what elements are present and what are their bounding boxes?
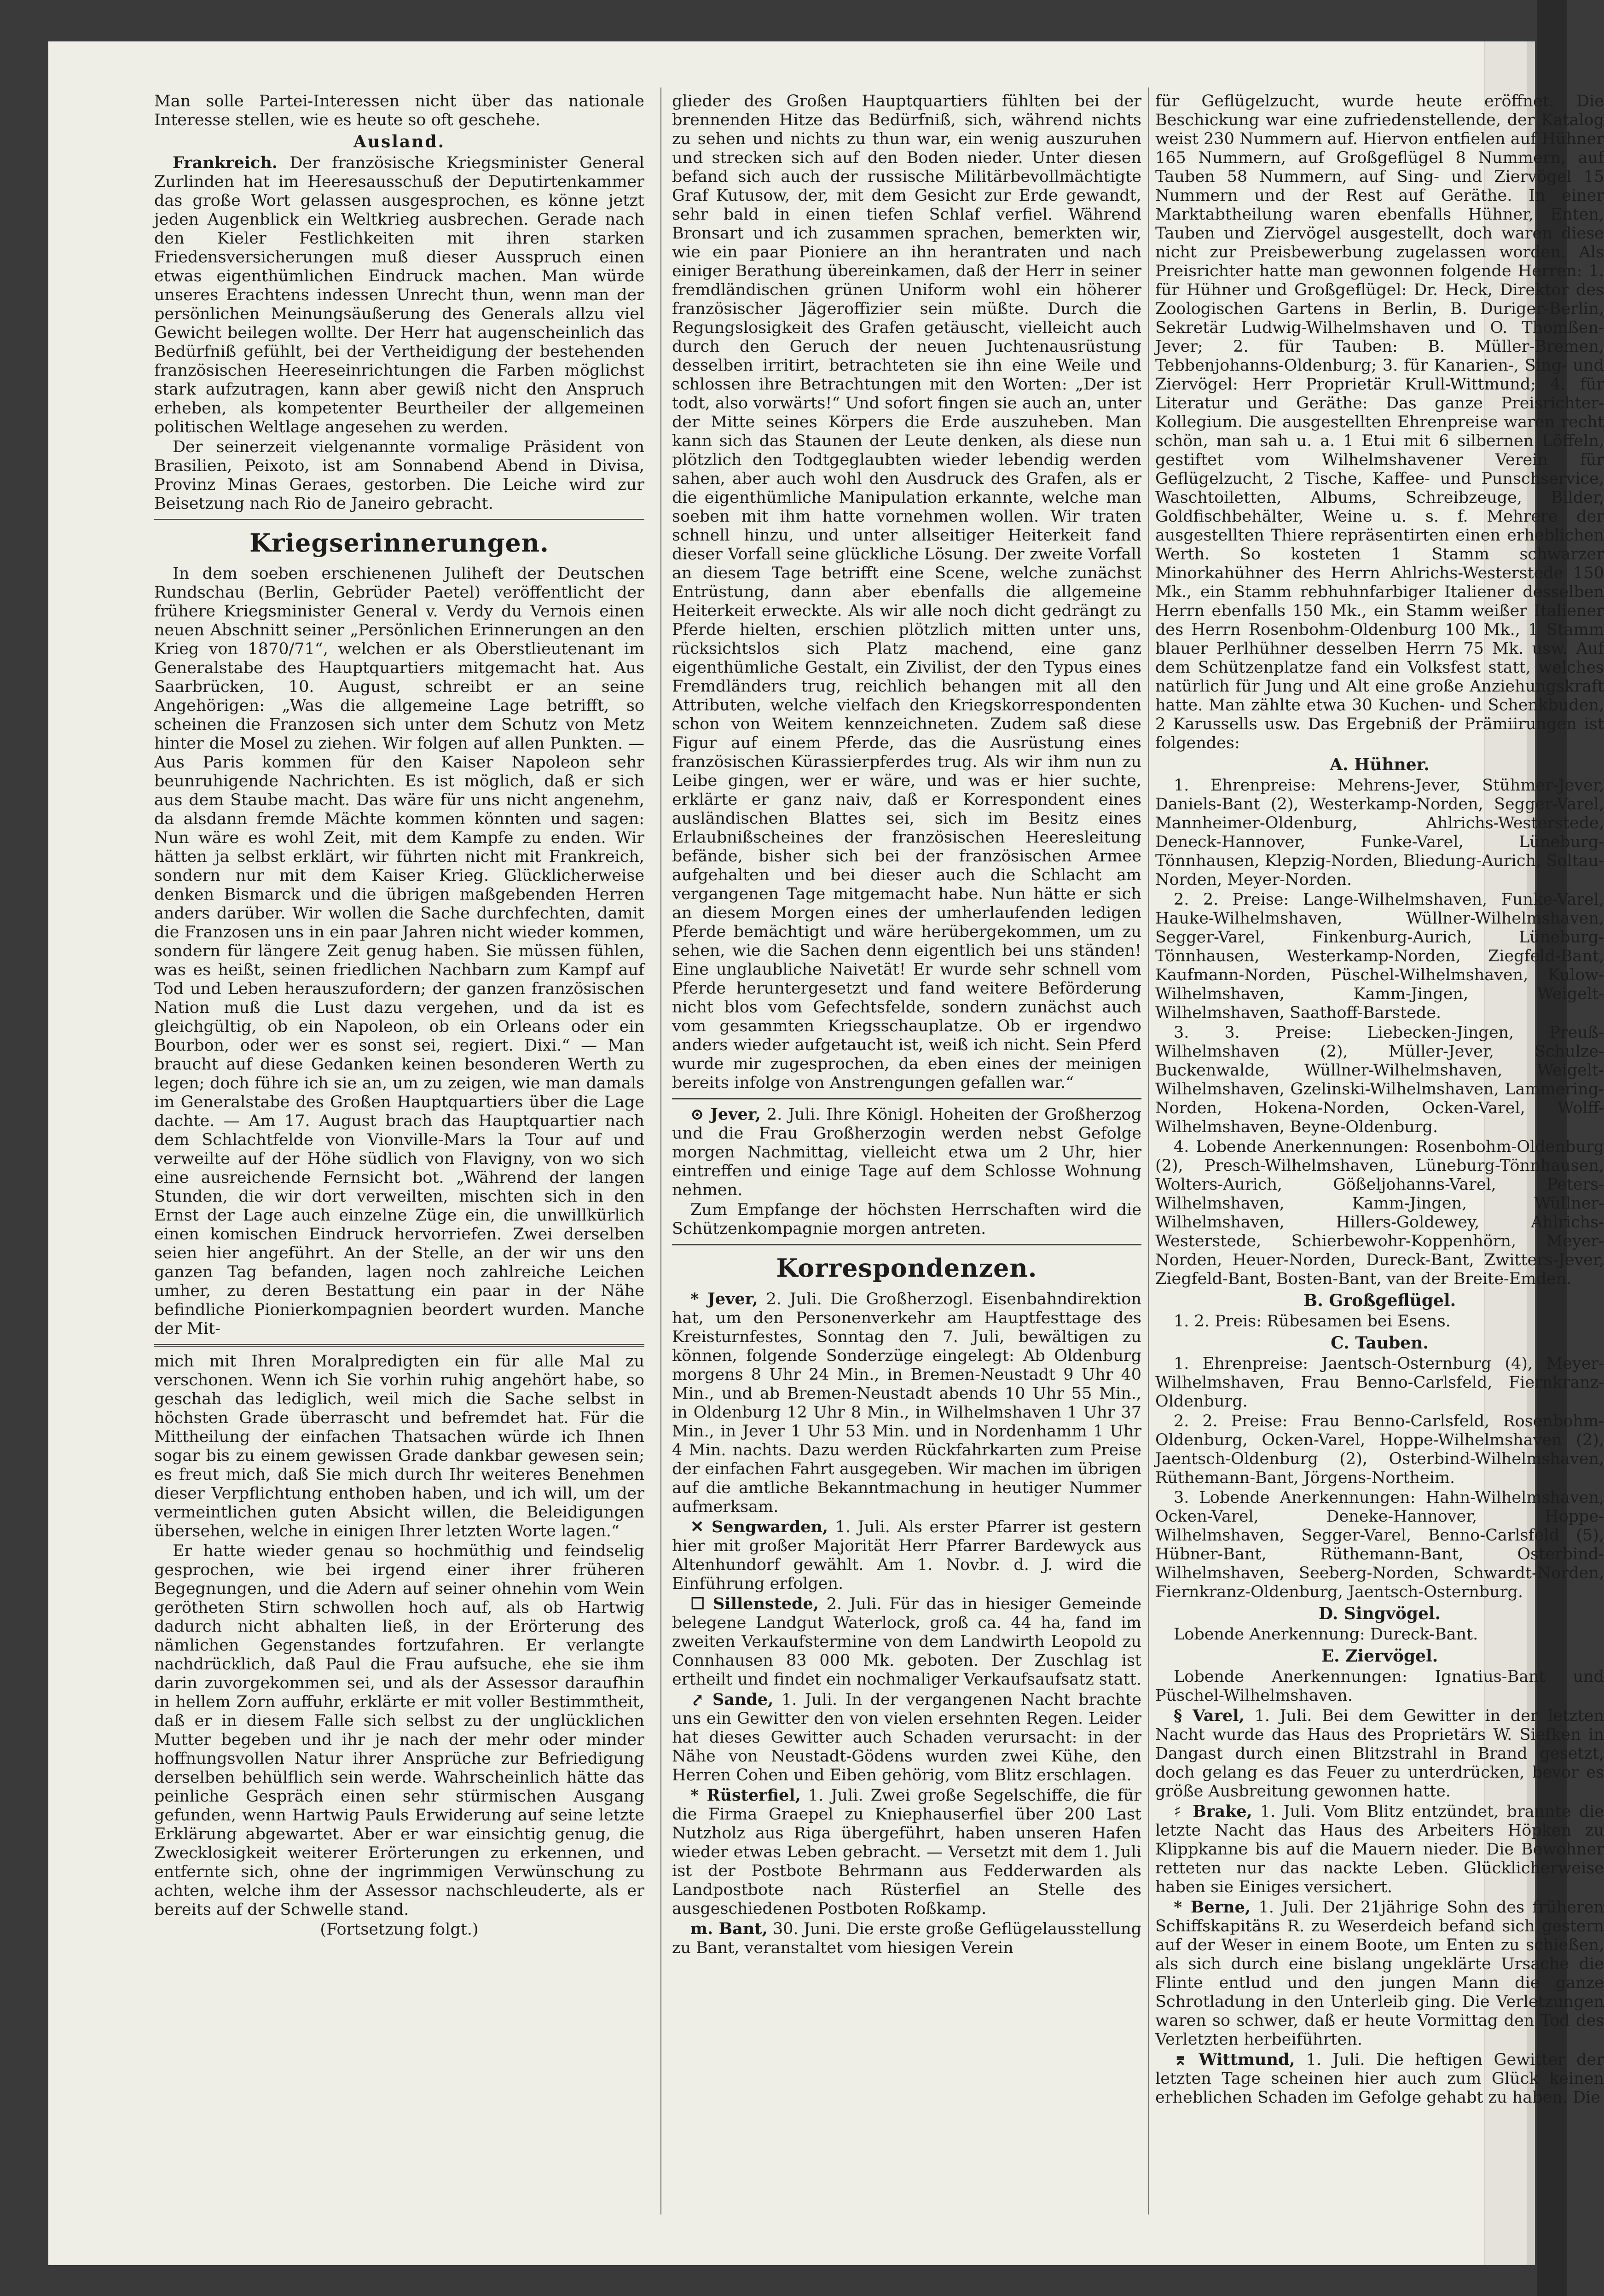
award-list: 3. 3. Preise: Liebecken-Jingen, Preuß-Wilhelmshaven (2), Müller-Jever, Schulze-Buckenwalde, Wüllner-Wilhelmshaven, Weigelt-Wilhelmshaven, Gzelinski-Wilhelmshaven, Lammering-Norden, Hokena-Norden, Ocken-Varel, Wolff-Wilhelmshaven, Beyne-Oldenburg. <box>1155 1023 1604 1136</box>
paragraph-text: 1. Juli. Der 21jährige Sohn des früheren Schiffskapitäns R. zu Weserdeich befand sich gestern auf der Weser in einem Boote, um Enten zu schießen, als sich durch eine bislang ungeklärte Ursache die Flinte entlud und den jungen Mann die ganze Schrotladung in den Unterleib ging. Die Verletzungen waren so schwer, daß er heute Vormittag den Tod des Verletzten herbeiführten. <box>1155 1898 1604 2049</box>
paragraph: Der seinerzeit vielgenannte vormalige Präsident von Brasilien, Peixoto, ist am Sonnabend Abend in Divisa, Provinz Minas Geraes, gestorben. Die Leiche wird zur Beisetzung nach Rio de Janeiro gebracht. <box>154 438 644 513</box>
paragraph <box>672 1690 1141 1785</box>
paragraph-text: 2. Juli. Ihre Königl. Hoheiten der Großherzog und die Frau Großherzogin werden nebst Gefolge morgen Nachmittag, vielleicht etwa um 2 Uhr, hier eintreffen und einige Tage auf dem Schlosse Wohnung nehmen. <box>672 1105 1141 1199</box>
paragraph-text: 1. Juli. Vom Blitz entzündet, brannte die letzte Nacht das Haus des Arbeiters Höpken zu Klippkanne bis auf die Mauern nieder. Die Bewohner retteten nur das nackte Leben. Glücklicherweise haben sie Einiges versichert. <box>1155 1802 1604 1896</box>
dateline: m. Bant, <box>690 1919 768 1938</box>
column-rule <box>1148 87 1149 2215</box>
paragraph <box>1155 1898 1604 2049</box>
newspaper-page <box>48 41 1604 2265</box>
paragraph <box>1155 2050 1604 2107</box>
subheading-singvoegel: D. Singvögel. <box>1318 1604 1441 1623</box>
section-heading-ausland: Ausland. <box>353 132 446 151</box>
dateline: Frankreich. <box>173 153 278 172</box>
dateline: ☐ Sillenstede, <box>690 1594 819 1613</box>
award-list: Lobende Anerkennung: Dureck-Bant. <box>1174 1625 1478 1644</box>
column-rule <box>660 87 661 2215</box>
paragraph-text: 1. Juli. In der vergangenen Nacht brachte uns ein Gewitter den von vielen ersehnten Regen. Leider hat dieses Gewitter auch Schaden verursacht: in der Nähe von Neustadt-Gödens wurden zwei Kühe, den Herren Cohen und Eiben gehörig, vom Blitz erschlagen. <box>672 1691 1141 1784</box>
column-2 <box>672 92 1141 1959</box>
award-list: 1. Ehrenpreise: Mehrens-Jever, Stühmer-Jever, Daniels-Bant (2), Westerkamp-Norden, Segger-Varel, Mannheimer-Oldenburg, Ahlrichs-Westerstede, Deneck-Hannover, Funke-Varel, Lüneburg-Tönnhausen, Klepzig-Norden, Bliedung-Aurich, Soltau-Norden, Meyer-Norden. <box>1155 776 1604 889</box>
divider <box>672 1244 1141 1245</box>
paragraph: mich mit Ihren Moralpredigten ein für alle Mal zu verschonen. Wenn ich Sie vorhin ruhig angehört habe, so geschah das lediglich, weil mich die Sache selbst in höchsten Grade überrascht und befremdet hat. Für die Mittheilung der einfachen Thatsachen würde ich Ihnen sogar bis zu einem gewissen Grade dankbar gewesen sein; es freut mich, daß Sie mich durch Ihr weiteres Benehmen dieser Verpflichtung enthoben haben, und ich will, um der vermeintlichen guten Absicht willen, die Beleidigungen übersehen, welche in einigen Ihrer letzten Worte lagen.“ <box>154 1352 644 1540</box>
dateline: ✕ Sengwarden, <box>690 1517 828 1536</box>
award-list: 1. Ehrenpreise: Jaentsch-Osternburg (4), Meyer-Wilhelmshaven, Frau Benno-Carlsfeld, Fiernkranz-Oldenburg. <box>1155 1354 1604 1411</box>
dateline: ♯ Brake, <box>1174 1802 1252 1821</box>
subheading-tauben: C. Tauben. <box>1331 1333 1429 1353</box>
paragraph-text: 30. Juni. Die erste große Geflügelausstellung zu Bant, veranstaltet vom hiesigen Verein <box>672 1920 1141 1957</box>
award-list: 2. 2. Preise: Lange-Wilhelmshaven, Funke-Varel, Hauke-Wilhelmshaven, Wüllner-Wilhelmshaven, Segger-Varel, Finkenburg-Aurich, Lüneburg-Tönnhausen, Westerkamp-Norden, Ziegfeld-Bant, Kaufmann-Norden, Püschel-Wilhelmshaven, Kulow-Wilhelmshaven, Kamm-Jingen, Weigelt-Wilhelmshaven, Saathoff-Barstede. <box>1155 890 1604 1022</box>
paragraph <box>672 1594 1141 1689</box>
divider <box>672 1098 1141 1099</box>
paragraph: Zum Empfange der höchsten Herrschaften wird die Schützenkompagnie morgen antreten. <box>672 1201 1141 1238</box>
paragraph: glieder des Großen Hauptquartiers fühlten bei der brennenden Hitze das Bedürfniß, sich, während nichts zu sehen und nichts zu thun war, ein wenig auszuruhen und strecken sich auf den Boden nieder. Unter diesen befand sich auch der russische Militärbevollmächtigte Graf Kutusow, der, mit dem Gesicht zur Erde gewandt, sehr bald in einen tiefen Schlaf verfiel. Während Bronsart und ich zusammen sprachen, bemerkten wir, wie ein paar Pioniere an ihn herantraten und nach einiger Berathung übereinkamen, daß der Herr in seiner fremdländischen grünen Uniform wohl ein höherer französischer Jägeroffizier sein müßte. Durch die Regungslosigkeit des Grafen getäuscht, vielleicht auch durch den Geruch der neuen Juchtenausrüstung desselben irritirt, betrachteten sie ihn eine Weile und schlossen ihre Betrachtungen mit den Worten: „Der ist todt, also vorwärts!“ Und sofort fingen sie auch an, unter der Mitte seines Körpers die Erde auszuheben. Man kann sich das Staunen der Leute denken, als diese nun plötzlich den Todtgeglaubten wieder lebendig werden sahen, aber auch wohl den Ausdruck des Grafen, als er die eigenthümliche Manipulation erkannte, welche man soeben mit ihm hatte vornehmen wollen. Wir traten schnell hinzu, und unter allseitiger Heiterkeit fand dieser Vorfall seine glückliche Lösung. Der zweite Vorfall an diesem Tage betrifft eine Scene, welche zunächst Entrüstung, dann aber ebenfalls die allgemeine Heiterkeit erweckte. Als wir alle noch dicht gedrängt zu Pferde hielten, erschien plötzlich mitten unter uns, rücksichtslos sich Platz machend, eine ganz eigenthümliche Gestalt, ein Zivilist, der den Typus eines Fremdländers trug, reichlich behangen mit all den Attributen, welche vielfach den Kriegskorrespondenten schon von Weitem kennzeichneten. Zudem saß diese Figur auf einem Pferde, das die Ausrüstung eines französischen Kürassierpferdes trug. Als wir ihm nun zu Leibe gingen, wer er wäre, und was er hier suchte, erklärte er ganz naiv, daß er Korrespondent eines ausländischen Blattes sei, sich im Besitz eines Erlaubnißscheines der französischen Heeresleitung befände, bisher sich bei der französischen Armee aufgehalten und bei dieser auch die Schlacht am vergangenen Tage mitgemacht habe. Nun hätte er sich an diesem Morgen eines der umherlaufenden ledigen Pferde bemächtigt und wäre herübergekommen, um zu sehen, wie die Sachen denn eigentlich bei uns ständen! Eine unglaubliche Naivetät! Er wurde sehr schnell vom Pferde heruntergesetzt und fand weitere Beförderung nicht blos vom Gefechtsfelde, sondern zunächst auch vom gesammten Kriegsschauplatze. Ob er irgendwo anders wieder aufgetaucht ist, weiß ich nicht. Sein Pferd wurde mir zugesprochen, da eben eines der meinigen bereits infolge von Anstrengungen gefallen war.“ <box>672 92 1141 1092</box>
column-1 <box>154 92 644 1940</box>
dateline: * Jever, <box>690 1290 758 1308</box>
subheading-huehner: A. Hühner. <box>1330 755 1430 774</box>
dateline: § Varel, <box>1174 1706 1245 1725</box>
paragraph: In dem soeben erschienenen Juliheft der Deutschen Rundschau (Berlin, Gebrüder Paetel) veröffentlicht der frühere Kriegsminister General v. Verdy du Vernois einen neuen Abschnitt seiner „Persönlichen Erinnerungen an den Krieg von 1870/71“, welchen er als Oberstlieutenant im Generalstabe des Hauptquartiers mitgemacht hat. Aus Saarbrücken, 10. August, schreibt er an seine Angehörigen: „Was die allgemeine Lage betrifft, so scheinen die Franzosen sich unter dem Schutz von Metz hinter die Mosel zu ziehen. Wir folgen auf allen Punkten. — Aus Paris kommen für den Kaiser Napoleon sehr beunruhigende Nachrichten. Es ist möglich, daß er sich aus dem Staube macht. Das wäre für uns nicht angenehm, da alsdann fremde Mächte kommen könnten und sagen: Nun wäre es wohl Zeit, mit dem Kampfe zu enden. Wir hätten ja selbst erklärt, wir führten nicht mit Frankreich, sondern nur mit dem Kaiser Krieg. Glücklicherweise denken Bismarck und die übrigen maßgebenden Herren anders darüber. Wir wollen die Sache durchfechten, damit die Franzosen uns in ein paar Jahren nicht wieder kommen, sondern für längere Zeit genug haben. Sie müssen fühlen, was es heißt, seinen friedlichen Nachbarn zum Kampf auf Tod und Leben herauszufordern; der ganzen französischen Nation muß die Lust dazu vergehen, und da ist es gleichgültig, ob ein Napoleon, ob ein Orleans oder ein Bourbon, oder wer es sonst sei, regiert. Dixi.“ — Man braucht auf diese Gedanken keinen besonderen Werth zu legen; doch führe ich sie an, um zu zeigen, wie man damals im Generalstabe des Großen Hauptquartiers über die Lage dachte. — Am 17. August brach das Hauptquartier nach dem Schlachtfelde von Vionville-Mars la Tour auf und verweilte auf der Höhe südlich von Flavigny, von wo sich eine ausreichende Fernsicht bot. „Während der langen Stunden, die wir dort verweilten, mischten sich in den Ernst der Lage auch einzelne Züge ein, die unwillkürlich einen komischen Eindruck hervorriefen. Zwei derselben seien hier angeführt. An der Stelle, an der wir uns den ganzen Tag befanden, lagen noch zahlreiche Leichen umher, zu deren Bestattung ein paar in der Nähe befindliche Pionierkompagnien beordert wurden. Manche der Mit- <box>154 564 644 1338</box>
dateline: * Rüsterfiel, <box>690 1786 801 1805</box>
dateline: * Berne, <box>1174 1898 1251 1917</box>
award-list: 3. Lobende Anerkennungen: Hahn-Wilhelmshaven, Ocken-Varel, Deneke-Hannover, Hoppe-Wilhelmshaven, Segger-Varel, Benno-Carlsfeld (5), Hübner-Bant, Rüthemann-Bant, Osterbind-Wilhelmshaven, Seeberg-Norden, Schwardt-Norden, Fiernkranz-Oldenburg, Jaentsch-Osternburg. <box>1155 1488 1604 1601</box>
paragraph <box>672 1105 1141 1200</box>
paragraph <box>672 1919 1141 1958</box>
award-list: 1. 2. Preis: Rübesamen bei Esens. <box>1174 1312 1451 1331</box>
paragraph <box>672 1290 1141 1517</box>
paragraph <box>154 153 644 437</box>
paragraph-text: 2. Juli. Für das in hiesiger Gemeinde belegene Landgut Waterlock, groß ca. 44 ha, fand im zweiten Verkaufstermine von dem Landwirth Leopold zu Connhausen 83 000 Mk. geboten. Der Zuschlag ist ertheilt und findet ein nochmaliger Verkaufsaufsatz statt. <box>672 1595 1141 1689</box>
continuation-note: (Fortsetzung folgt.) <box>320 1920 479 1939</box>
column-3 <box>1155 92 1604 2108</box>
paragraph <box>1155 1802 1604 1897</box>
paragraph <box>672 1786 1141 1918</box>
section-heading-korrespondenzen: Korrespondenzen. <box>776 1253 1037 1283</box>
subheading-ziervoegel: E. Ziervögel. <box>1321 1646 1438 1666</box>
feuilleton-divider <box>154 1344 644 1347</box>
paragraph-text: Der französische Kriegsminister General Zurlinden hat im Heeresausschuß der Deputirtenkammer das große Wort gelassen ausgesprochen, es könne jetzt jeden Augenblick ein Weltkrieg ausbrechen. Gerade nach den Kieler Festlichkeiten mit ihren starken Friedensversicherungen muß dieser Ausspruch einen etwas eigenthümlichen Eindruck machen. Man würde unseres Erachtens indessen Unrecht thun, wenn man der persönlichen Meinungsäußerung des Generals allzu viel Gewicht beilegen wollte. Der Herr hat augenscheinlich das Bedürfniß gefühlt, bei der Vertheidigung der bestehenden französischen Heereseinrichtungen die Farben möglichst stark aufzutragen, kann aber gewiß nicht den Anspruch erheben, als kompetenter Beurtheiler der allgemeinen politischen Weltlage angesehen zu werden. <box>154 154 644 436</box>
paragraph: für Geflügelzucht, wurde heute eröffnet. Die Beschickung war eine zufriedenstellende, der Katalog weist 230 Nummern auf. Hiervon entfielen auf Hühner 165 Nummern, auf Großgeflügel 8 Nummern, auf Tauben 58 Nummern, auf Sing- und Ziervögel 15 Nummern und der Rest auf Geräthe. In einer Marktabtheilung waren ebenfalls Hühner, Enten, Tauben und Ziervögel ausgestellt, doch waren diese nicht zur Preisbewerbung zugelassen worden. Als Preisrichter hatte man gewonnen folgende Herren: 1. für Hühner und Großgeflügel: Dr. Heck, Direktor des Zoologischen Gartens in Berlin, B. Duriger-Berlin, Sekretär Ludwig-Wilhelmshaven und O. Thomßen-Jever; 2. für Tauben: B. Müller-Bremen, Tebbenjohanns-Oldenburg; 3. für Kanarien-, Sing- und Ziervögel: Herr Proprietär Krull-Wittmund; 4. für Literatur und Geräthe: Das ganze Preisrichter-Kollegium. Die ausgestellten Ehrenpreise waren recht schön, man sah u. a. 1 Etui mit 6 silbernen Löffeln, gestiftet vom Wilhelmshavener Verein für Geflügelzucht, 2 Tische, Kaffee- und Punschservice, Waschtoiletten, Albums, Schreibzeuge, Bilder, Goldfischbehälter, Weine u. s. f. Mehrere der ausgestellten Thiere repräsentirten einen erheblichen Werth. So kosteten 1 Stamm schwarzer Minorkahühner des Herrn Ahlrichs-Westerstede 150 Mk., ein Stamm rebhuhnfarbiger Italiener desselben Herrn ebenfalls 150 Mk., ein Stamm weißer Italiener des Herrn Rosenbohm-Oldenburg 100 Mk., 1 Stamm blauer Perlhühner desselben Herrn 75 Mk. usw. Auf dem Schützenplatze fand ein Volksfest statt, welches natürlich für Jung und Alt eine große Anziehungskraft hatte. Man zählte etwa 30 Kuchen- und Schenkbuden, 2 Karussells usw. Das Ergebniß der Prämiirungen ist folgendes: <box>1155 92 1604 752</box>
paragraph-text: 2. Juli. Die Großherzogl. Eisenbahndirektion hat, um den Personenverkehr am Hauptfesttage des Kreisturnfestes, Sonntag den 7. Juli, bewältigen zu können, folgende Sonderzüge eingelegt: Ab Oldenburg morgens 8 Uhr 24 Min., in Bremen-Neustadt 9 Uhr 40 Min., und ab Bremen-Neustadt abends 10 Uhr 55 Min., in Oldenburg 12 Uhr 8 Min., in Wilhelmshaven 1 Uhr 37 Min., in Jever 1 Uhr 53 Min. und in Nordenhamm 1 Uhr 4 Min. nachts. Dazu werden Rückfahrkarten zum Preise der einfachen Fahrt ausgegeben. Wir machen im übrigen auf die amtliche Bekanntmachung in heutiger Nummer aufmerksam. <box>672 1290 1141 1516</box>
paragraph: Er hatte wieder genau so hochmüthig und feindselig gesprochen, wie bei irgend einer ihrer früheren Begegnungen, und die Adern auf seiner ohnehin vom Wein gerötheten Stirn schwollen hoch auf, als ob Hartwig dadurch nicht abhalten ließ, in der Erörterung des nämlichen Gegenstandes fortzufahren. Er verlangte nachdrücklich, daß Paul die Frau aufsuche, ehe sie ihm darin zuvorgekommen sei, und als der Assessor daraufhin in hellem Zorn auffuhr, erklärte er mit voller Bestimmtheit, daß er in diesem Falle sich selbst zu der unglücklichen Mutter begeben und ihr je nach der mehr oder minder hoffnungsvollen Natur ihrer Ansprüche zur Befriedigung derselben behülflich sein werde. Wahrscheinlich hätte das peinliche Gespräch einen sehr stürmischen Ausgang gefunden, wenn Hartwig Pauls Erwiderung auf seine letzte Erklärung abgewartet. Aber er war einsichtig genug, die Zwecklosigkeit weiterer Erörterungen zu erkennen, und entfernte sich, ohne der ingrimmigen Verwünschung zu achten, welche ihm der Assessor nachschleuderte, als er bereits auf der Schwelle stand. <box>154 1542 644 1919</box>
paragraph <box>1155 1706 1604 1801</box>
subheading-grossgefluegel: B. Großgeflügel. <box>1303 1291 1456 1310</box>
paragraph-text: 1. Juli. Zwei große Segelschiffe, die für die Firma Graepel zu Kniephauserfiel über 200 Last Nutzholz aus Riga übergeführt, haben unseren Hafen wieder etwas Leben gebracht. — Versetzt mit dem 1. Juli ist der Postbote Behrmann aus Fedderwarden als Landpostbote nach Rüsterfiel an Stelle des ausgeschiedenen Postboten Roßkamp. <box>672 1786 1141 1918</box>
award-list: 2. 2. Preise: Frau Benno-Carlsfeld, Rosenbohm-Oldenburg, Ocken-Varel, Hoppe-Wilhelmshaven (2), Jaentsch-Oldenburg (2), Osterbind-Wilhelmshaven, Rüthemann-Bant, Jörgens-Northeim. <box>1155 1412 1604 1487</box>
award-list: 4. Lobende Anerkennungen: Rosenbohm-Oldenburg (2), Presch-Wilhelmshaven, Lüneburg-Tönnhausen, Wolters-Aurich, Gößeljohanns-Varel, Peters-Wilhelmshaven, Kamm-Jingen, Wüllner-Wilhelmshaven, Hillers-Goldewey, Ahlrichs-Westerstede, Schierbewohr-Koppenhörn, Meyer-Norden, Heuer-Norden, Dureck-Bant, Zwitters-Jever, Ziegfeld-Bant, Bosten-Bant, van der Breite-Emden. <box>1155 1138 1604 1288</box>
paragraph: Man solle Partei-Interessen nicht über das nationale Interesse stellen, wie es heute so oft geschehe. <box>154 92 644 129</box>
paragraph-text: 1. Juli. Bei dem Gewitter in der letzten Nacht wurde das Haus des Proprietärs W. Siefken in Dangast durch einen Blitzstrahl in Brand gesetzt, doch gelang es das Feuer zu unterdrücken, bevor es größe Ausbreitung gewonnen hatte. <box>1155 1707 1604 1801</box>
paragraph-text: 1. Juli. Als erster Pfarrer ist gestern hier mit großer Majorität Herr Pfarrer Bardewyck aus Altenhundorf gewählt. Am 1. Novbr. d. J. wird die Einführung erfolgen. <box>672 1518 1141 1593</box>
paragraph <box>672 1517 1141 1593</box>
dateline: ⤤ Sande, <box>690 1690 774 1709</box>
divider <box>154 519 644 520</box>
section-heading-kriegserinnerungen: Kriegserinnerungen. <box>249 528 549 558</box>
award-list: Lobende Anerkennungen: Ignatius-Bant und Püschel-Wilhelmshaven. <box>1155 1668 1604 1705</box>
dateline: ⊙ Jever, <box>690 1105 761 1124</box>
dateline: ⌆ Wittmund, <box>1174 2050 1295 2069</box>
paragraph-text: 1. Juli. Die heftigen Gewitter der letzten Tage scheinen hier auch zum Glück keinen erheblichen Schaden im Gefolge gehabt zu haben. Die <box>1155 2051 1604 2107</box>
